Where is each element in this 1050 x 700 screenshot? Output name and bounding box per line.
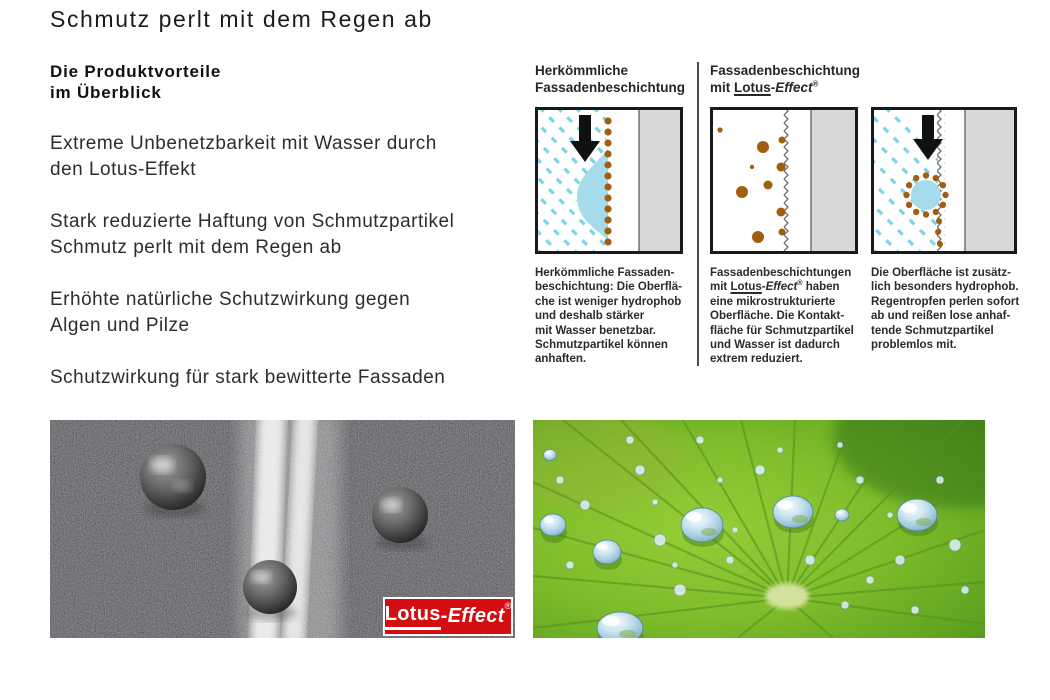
water-bead <box>243 560 297 621</box>
lotus-brand-text: Lotus <box>730 281 762 294</box>
benefit-item: Erhöhte natürliche Schutzwirkung gegen Algen und Pilze <box>50 289 411 336</box>
water-bead <box>372 487 428 550</box>
registered-mark: ® <box>797 280 803 288</box>
wall-layer <box>811 109 856 252</box>
lotus-effect-logo: Lotus -Effect ® <box>383 597 513 636</box>
water-droplet <box>911 180 941 210</box>
registered-mark: ® <box>504 601 512 611</box>
benefit-item: Schutzwirkung für stark bewitterte Fassaden <box>50 367 446 388</box>
section-heading <box>50 61 221 103</box>
leaf-center <box>765 583 809 609</box>
caption-lotus-structure: Fassadenbeschichtungen mit Lotus-Effect® haben eine mikrostrukturierte Oberfläche. Die Kontakt- fläche für Schmutzpartikel und Wasser ist dadurch extrem reduziert. <box>710 267 854 366</box>
page-title: Schmutz perlt mit dem Regen ab <box>50 6 433 32</box>
diagram-lotus-effect <box>871 107 1017 259</box>
lotus-brand-text: Lotus <box>734 80 771 95</box>
caption-lotus-effect: Die Oberfläche ist zusätz- lich besonders hydrophob. Regentropfen perlen sofort ab und reißen lose anhaf- tende Schmutzpartikel problemlos mit. <box>871 267 1020 352</box>
benefit-item: Extreme Unbenetzbarkeit mit Wasser durch den Lotus-Effekt <box>50 133 437 180</box>
diagram-lotus-svg <box>871 107 1017 254</box>
photo-plaster-water-beads <box>50 420 515 638</box>
diagram-conventional-svg <box>535 107 683 254</box>
diagram-microstructure <box>710 107 858 259</box>
diagram-conventional-coating <box>535 107 683 259</box>
caption-conventional: Herkömmliche Fassaden- beschichtung: Die Oberflä- che ist weniger hydrophob und deshalb stärker mit Wasser benetzbar. Schmutzpartikel können anhaften. <box>535 267 682 366</box>
wall-layer <box>639 109 681 252</box>
section-heading-line2: im Überblick <box>50 83 162 102</box>
water-bead <box>140 444 206 517</box>
diagram-microstructure-svg <box>710 107 858 254</box>
lotus-leaf-photo-svg <box>533 420 985 638</box>
lotus-coating-header: Fassadenbeschichtung mit Lotus-Effect® <box>710 63 861 95</box>
section-heading-line1: Die Produktvorteile <box>50 62 222 81</box>
photo-lotus-leaf <box>533 420 985 638</box>
benefit-item: Stark reduzierte Haftung von Schmutzpartikel Schmutz perlt mit dem Regen ab <box>50 211 455 258</box>
conventional-coating-header: Herkömmliche Fassadenbeschichtung <box>535 63 686 95</box>
registered-mark: ® <box>812 79 819 89</box>
wall-layer <box>965 109 1015 252</box>
benefit-list <box>50 131 454 417</box>
column-divider <box>697 62 699 366</box>
